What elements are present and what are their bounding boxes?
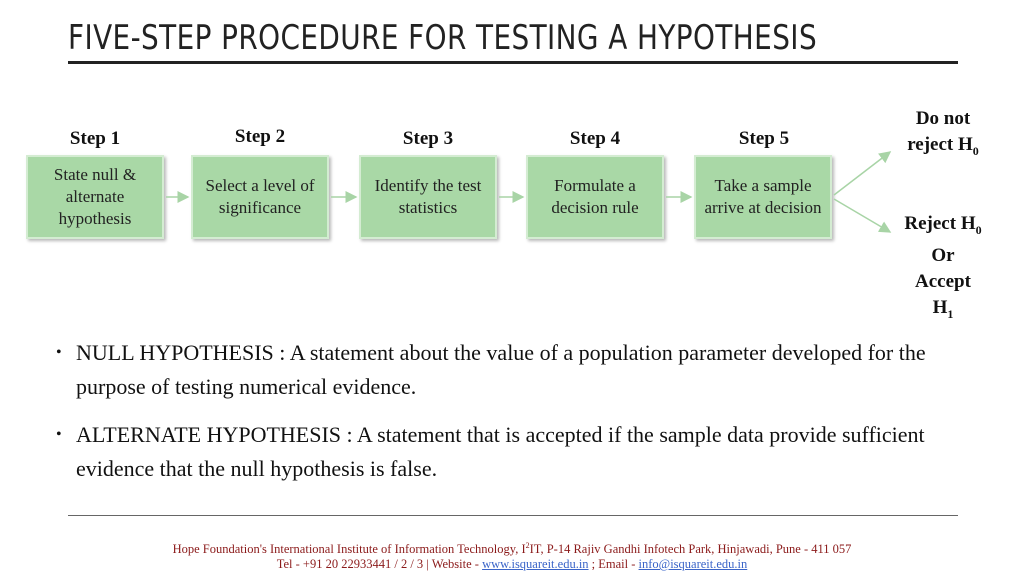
outcome-reject-line1 <box>893 211 993 243</box>
footer-line-1 <box>0 541 1024 557</box>
email-link[interactable]: info@isquareit.edu.in <box>638 557 748 571</box>
bullet-null-text: NULL HYPOTHESIS : A statement about the value of a population parameter developed for the purpose of testing numerical evidence. <box>76 340 926 399</box>
page-title: FIVE-STEP PROCEDURE FOR TESTING A HYPOTHESIS <box>68 18 818 58</box>
arrow-to-do-not-reject <box>834 152 890 195</box>
reject-text: Reject H <box>904 213 976 234</box>
step-4-box: Formulate a decision rule <box>526 155 664 239</box>
outcome-reject-line4 <box>893 295 993 327</box>
step-2-box: Select a level of significance <box>191 155 329 239</box>
footer-sup: 2 <box>525 541 530 550</box>
outcome-reject-line2: Or <box>931 244 955 266</box>
bullet-dot-icon: • <box>56 344 62 361</box>
reject-sub: 0 <box>975 222 982 237</box>
step-3-box: Identify the test statistics <box>359 155 497 239</box>
footer-line-2 <box>0 557 1024 572</box>
bullet-null-hypothesis <box>56 336 956 404</box>
footer-address-b: IT, P-14 Rajiv Gandhi Infotech Park, Hinjawadi, Pune - 411 057 <box>529 542 852 557</box>
bullet-alternate-hypothesis <box>56 418 956 486</box>
outcome-reject <box>893 211 993 327</box>
outcome-reject-line3: Accept <box>915 270 971 292</box>
do-not-reject-sub: 0 <box>972 143 979 158</box>
outcome-do-not-reject-line2 <box>893 132 993 164</box>
outcome-do-not-reject-line1: Do not <box>915 108 971 129</box>
footer-divider <box>68 515 958 516</box>
step-5-label: Step 5 <box>738 128 790 149</box>
step-4-label: Step 4 <box>569 128 621 149</box>
bullet-alternate-text: ALTERNATE HYPOTHESIS : A statement that is accepted if the sample data provide sufficient evidence that the null hypothesis is false. <box>76 422 925 481</box>
website-link[interactable]: www.isquareit.edu.in <box>482 557 589 571</box>
footer-email-label: ; Email - <box>588 557 639 571</box>
step-1-box: State null & alternate hypothesis <box>26 155 164 239</box>
arrow-to-reject <box>834 199 890 232</box>
step-5-box: Take a sample arrive at decision <box>694 155 832 239</box>
accept-h-text: H <box>932 296 948 318</box>
step-1-label: Step 1 <box>69 128 121 149</box>
step-3-label: Step 3 <box>402 128 454 149</box>
bullet-dot-icon: • <box>56 426 62 443</box>
definition-list <box>56 336 956 500</box>
accept-h-sub: 1 <box>947 306 954 321</box>
outcome-do-not-reject <box>893 106 993 164</box>
step-2-label: Step 2 <box>234 126 286 147</box>
do-not-reject-text: reject H <box>907 134 973 155</box>
footer-address-a: Hope Foundation's International Institute of Information Technology, I <box>172 542 526 557</box>
footer-tel: Tel - +91 20 22933441 / 2 / 3 | Website - <box>276 557 483 571</box>
